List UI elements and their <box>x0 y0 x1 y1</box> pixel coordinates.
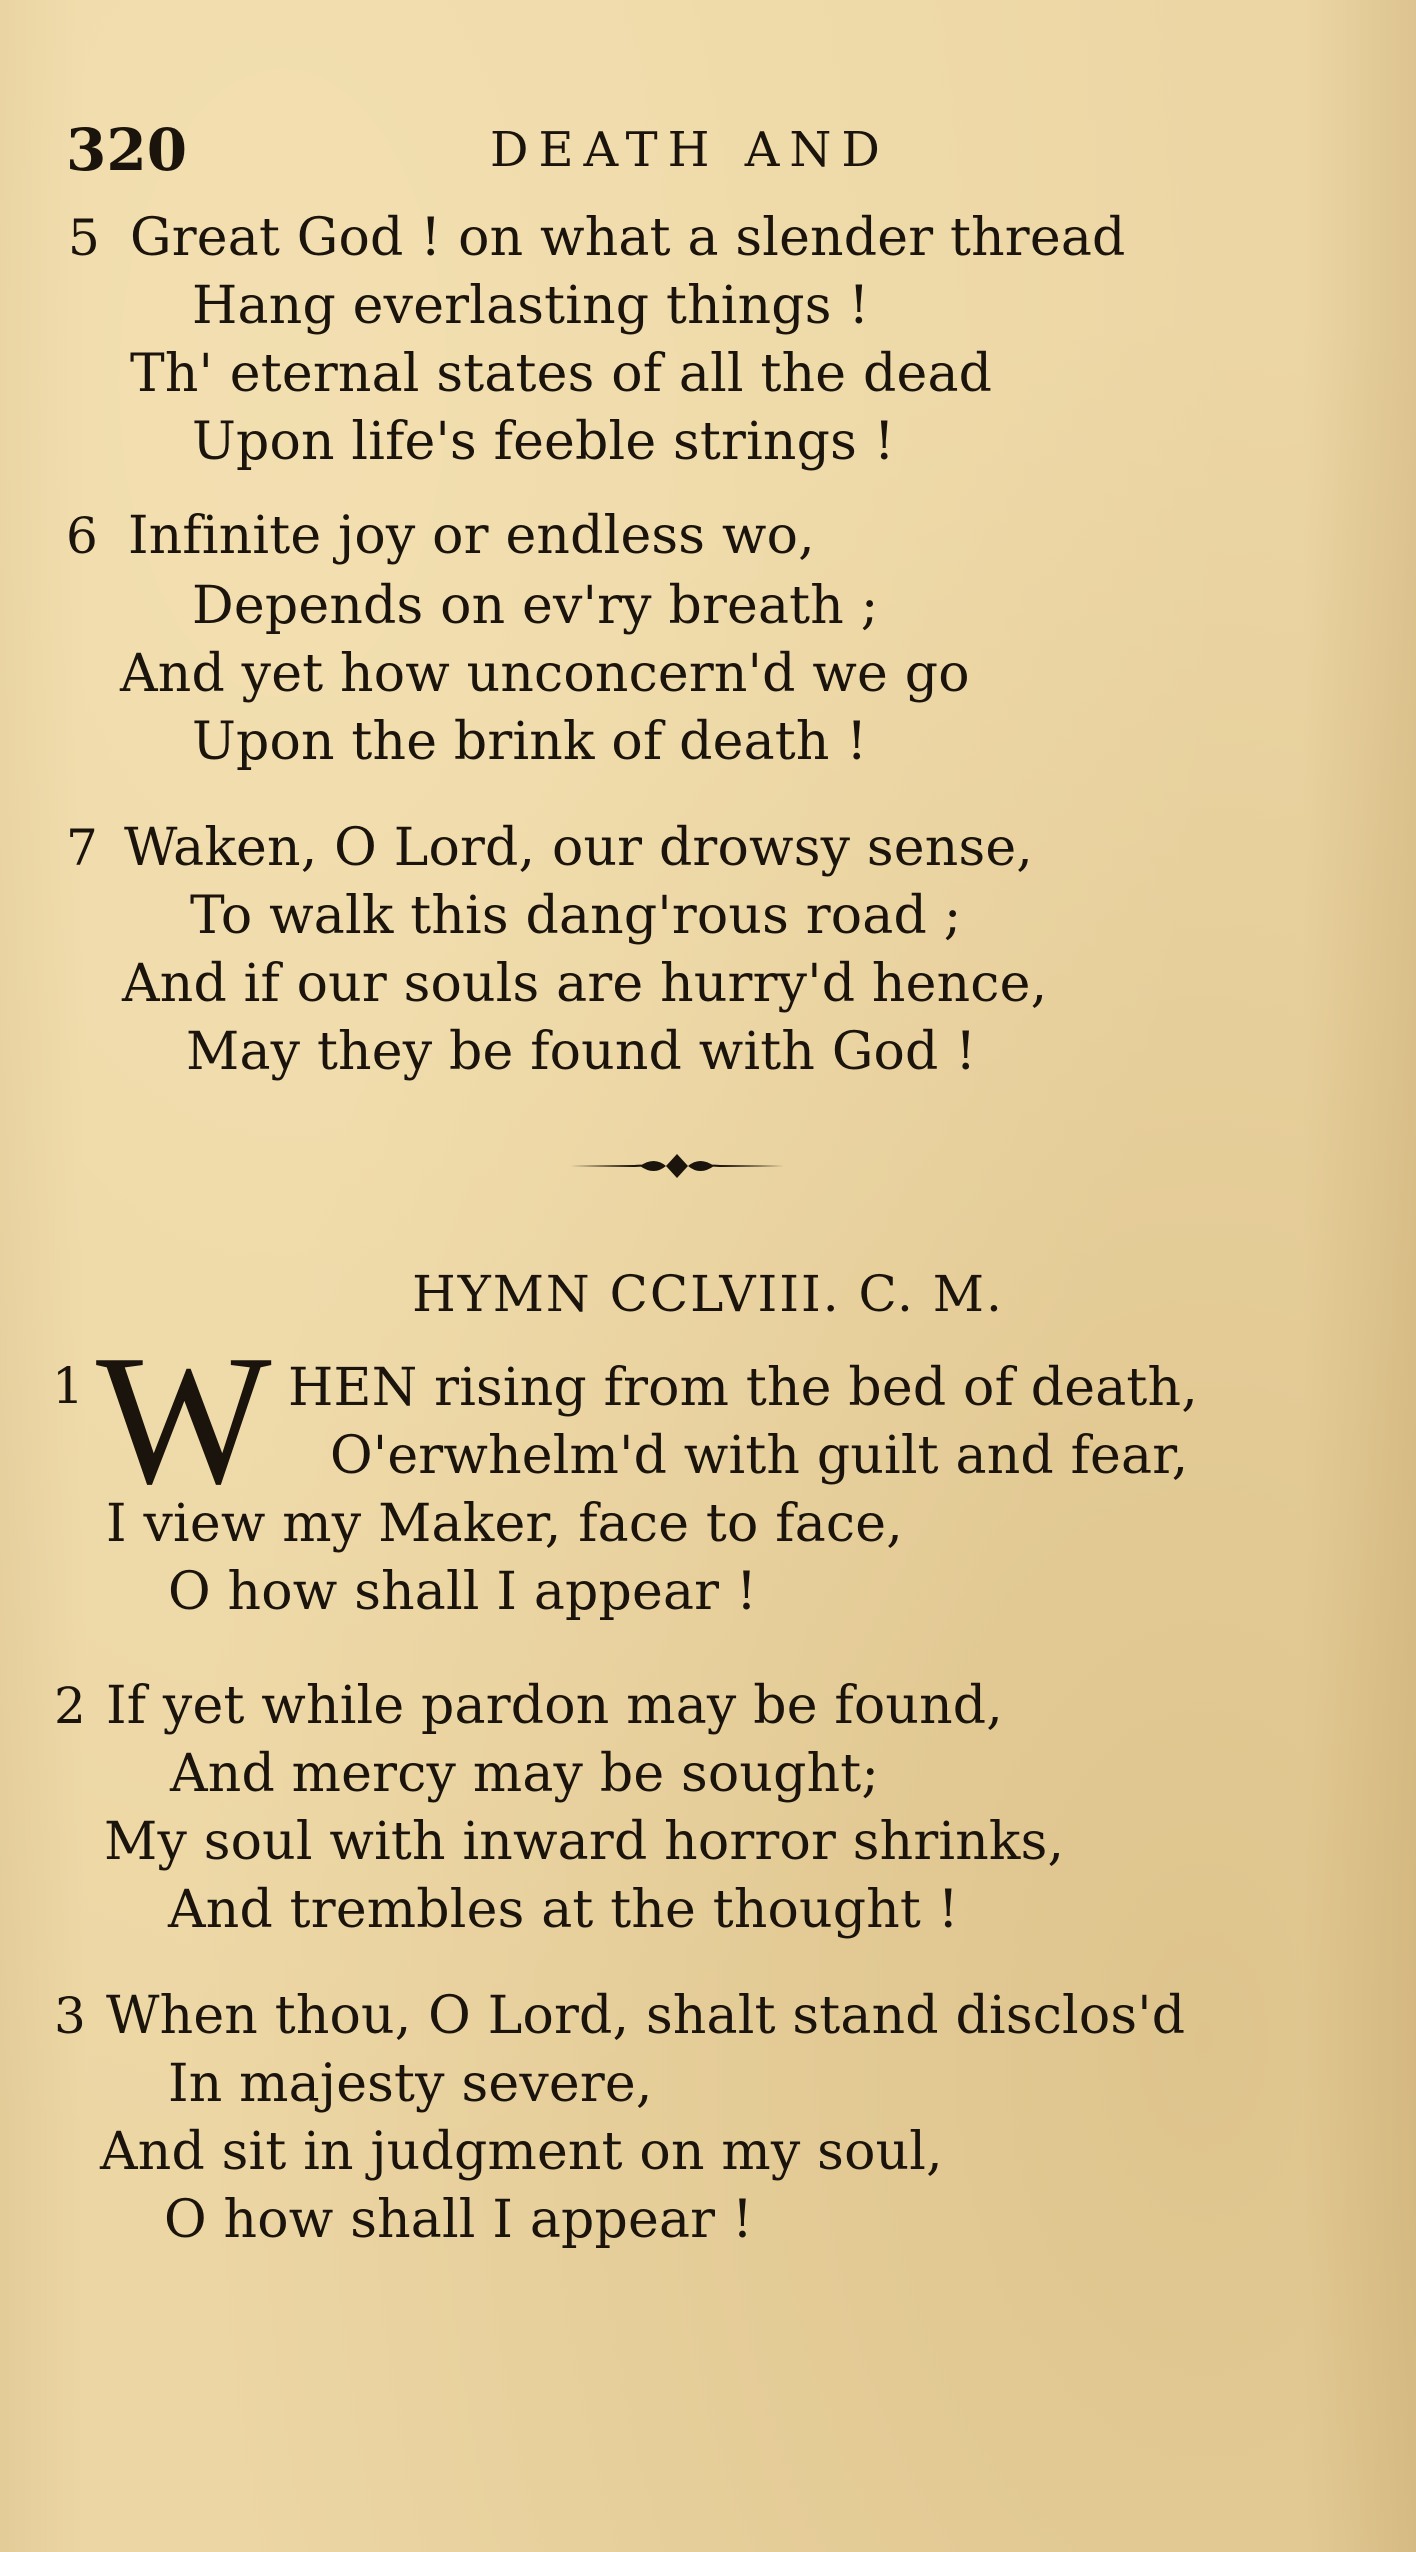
hymn-title: HYMN CCLVIII. C. M. <box>412 1265 1004 1323</box>
ornament-divider-icon <box>570 1148 784 1184</box>
stanza-number: 5 <box>68 209 100 267</box>
verse-line: Hang everlasting things ! <box>192 276 870 336</box>
verse-line: Great God ! on what a slender thread <box>130 208 1126 268</box>
running-title: DEATH AND <box>490 122 890 178</box>
verse-line: May they be found with God ! <box>186 1022 977 1082</box>
verse-line: Waken, O Lord, our drowsy sense, <box>124 818 1034 878</box>
verse-line: Upon the brink of death ! <box>192 712 868 772</box>
verse-line: Upon life's feeble strings ! <box>192 412 895 472</box>
verse-line: O how shall I appear ! <box>164 2190 754 2250</box>
verse-line: O how shall I appear ! <box>168 1562 758 1622</box>
verse-line: And if our souls are hurry'd hence, <box>122 954 1048 1014</box>
verse-line: Th' eternal states of all the dead <box>130 344 993 404</box>
verse-line: And yet how unconcern'd we go <box>120 644 970 704</box>
verse-line: HEN rising from the bed of death, <box>288 1358 1198 1418</box>
page-number: 320 <box>66 116 188 184</box>
verse-line: And mercy may be sought; <box>170 1744 880 1804</box>
verse-line: Infinite joy or endless wo, <box>128 506 815 566</box>
verse-line: And sit in judgment on my soul, <box>100 2122 943 2182</box>
stanza-number: 2 <box>54 1677 86 1735</box>
verse-line: Depends on ev'ry breath ; <box>192 576 879 636</box>
drop-cap: W <box>96 1317 272 1523</box>
verse-line: I view my Maker, face to face, <box>106 1494 903 1554</box>
stanza-number: 3 <box>54 1987 86 2045</box>
verse-line: O'erwhelm'd with guilt and fear, <box>330 1426 1189 1486</box>
verse-line: When thou, O Lord, shalt stand disclos'd <box>106 1986 1186 2046</box>
verse-line: To walk this dang'rous road ; <box>190 886 962 946</box>
verse-line: In majesty severe, <box>168 2054 653 2114</box>
verse-line: If yet while pardon may be found, <box>106 1676 1003 1736</box>
stanza-number: 6 <box>66 507 98 565</box>
verse-line: And trembles at the thought ! <box>168 1880 959 1940</box>
stanza-number: 7 <box>66 819 98 877</box>
verse-line: My soul with inward horror shrinks, <box>104 1812 1065 1872</box>
stanza-number: 1 <box>52 1357 84 1415</box>
